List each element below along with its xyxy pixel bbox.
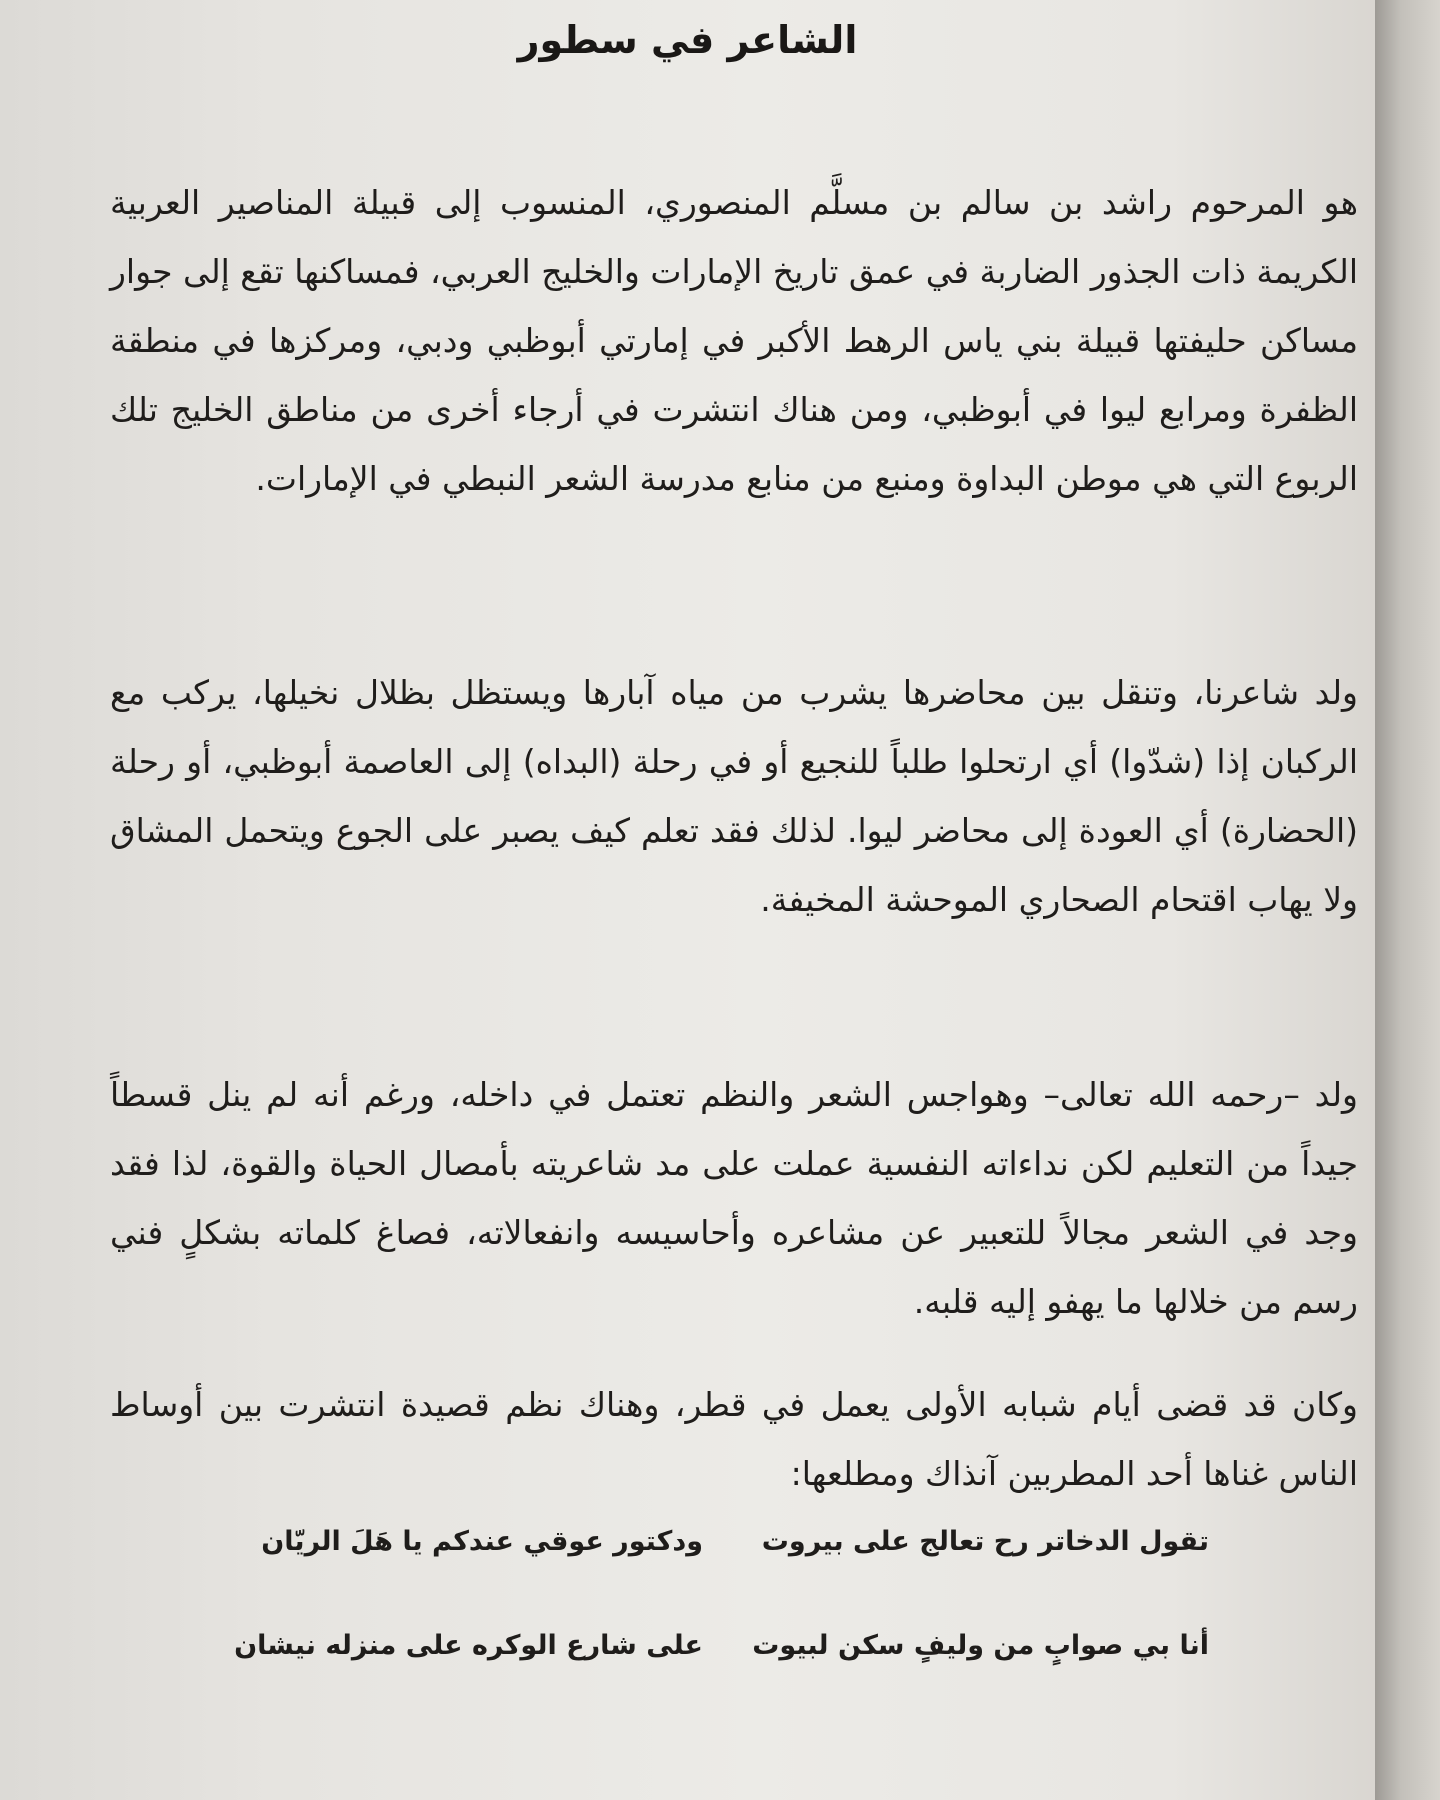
paragraph-4 <box>110 1370 1358 1508</box>
paragraph-text: وكان قد قضى أيام شبابه الأولى يعمل في قطر، وهناك نظم قصيدة انتشرت بين أوساط الناس غناها أحد المطربين آنذاك ومطلعها: <box>110 1385 1358 1493</box>
page-gutter <box>1375 0 1440 1800</box>
verse-2-second-hemistich: على شارع الوكره على منزله نيشان <box>234 1630 703 1661</box>
paragraph-text: ولد شاعرنا، وتنقل بين محاضرها يشرب من مياه آبارها ويستظل بظلال نخيلها، يركب مع الركبان إذا (شدّوا) أي ارتحلوا طلباً للنجيع أو في رحلة (البداه) إلى العاصمة أبوظبي، أو رحلة (الحضارة) أي العودة إلى محاضر ليوا. لذلك فقد تعلم كيف يصبر على الجوع ويتحمل المشاق ولا يهاب اقتحام الصحاري الموحشة المخيفة. <box>110 673 1358 919</box>
verse-1-second-hemistich: ودكتور عوقي عندكم يا هَلَ الريّان <box>261 1526 703 1557</box>
verse-1-first-hemistich: تقول الدخاتر رح تعالج على بيروت <box>761 1526 1209 1557</box>
page-title: الشاعر في سطور <box>517 18 858 62</box>
verse-2-first-hemistich: أنا بي صوابٍ من وليفٍ سكن لبيوت <box>752 1630 1209 1661</box>
paragraph-1 <box>110 168 1358 513</box>
paragraph-3 <box>110 1060 1358 1336</box>
paragraph-text: ولد –رحمه الله تعالى– وهواجس الشعر والنظم تعتمل في داخله، ورغم أنه لم ينل قسطاً جيداً من التعليم لكن نداءاته النفسية عملت على مد شاعريته بأمصال الحياة والقوة، لذا فقد وجد في الشعر مجالاً للتعبير عن مشاعره وأحاسيسه وانفعالاته، فصاغ كلماته بشكلٍ فني رسم من خلالها ما يهفو إليه قلبه. <box>110 1075 1358 1321</box>
paragraph-2 <box>110 658 1358 934</box>
paragraph-text: هو المرحوم راشد بن سالم بن مسلَّم المنصوري، المنسوب إلى قبيلة المناصير العربية الكريمة ذات الجذور الضاربة في عمق تاريخ الإمارات والخليج العربي، فمساكنها تقع إلى جوار مساكن حليفتها قبيلة بني ياس الرهط الأكبر في إمارتي أبوظبي ودبي، ومركزها في منطقة الظفرة ومرابع ليوا في أبوظبي، ومن هناك انتشرت في أرجاء أخرى من مناطق الخليج تلك الربوع التي هي موطن البداوة ومنبع من منابع مدرسة الشعر النبطي في الإمارات. <box>110 183 1358 498</box>
